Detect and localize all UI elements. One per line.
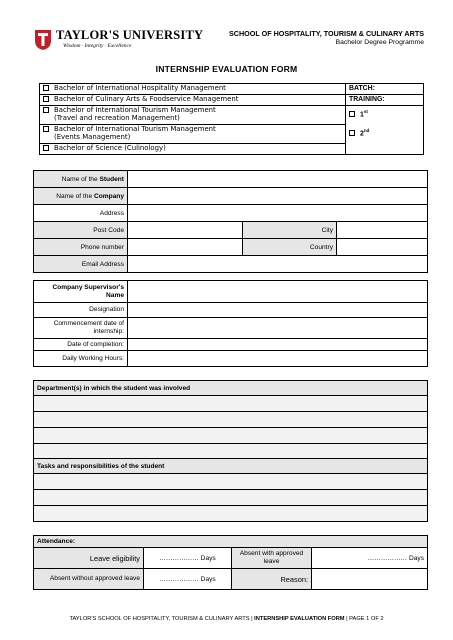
training-label: TRAINING: xyxy=(346,94,424,105)
tasks-row[interactable] xyxy=(34,474,428,490)
email-field[interactable] xyxy=(128,256,428,273)
university-crest-icon xyxy=(34,29,52,51)
student-info-table xyxy=(33,170,428,273)
programme-option[interactable]: Bachelor of Culinary Arts & Foodservice Management xyxy=(40,94,346,105)
checkbox-icon[interactable] xyxy=(43,85,49,91)
training-second-option[interactable]: 2nd xyxy=(349,128,420,138)
reason-field[interactable] xyxy=(312,569,428,590)
university-name: TAYLOR'S UNIVERSITY xyxy=(56,28,204,42)
student-name-field[interactable] xyxy=(128,171,428,188)
supervisor-name-field[interactable] xyxy=(128,281,428,303)
programme-table xyxy=(39,83,424,155)
designation-label: Designation xyxy=(34,303,128,318)
programme-option[interactable]: Bachelor of International Tourism Management (Events Management) xyxy=(40,124,346,143)
company-name-field[interactable] xyxy=(128,188,428,205)
completion-field[interactable] xyxy=(128,339,428,351)
absent-with-leave-field[interactable]: ……………… Days xyxy=(312,548,428,569)
completion-label: Date of completion: xyxy=(34,339,128,351)
programme-option[interactable]: Bachelor of Science (Culinology) xyxy=(40,143,346,154)
leave-eligibility-field[interactable]: ……………… Days xyxy=(144,548,232,569)
leave-eligibility-label: Leave eligibility xyxy=(34,548,144,569)
company-name-label: Name of the Company xyxy=(34,188,128,205)
departments-label: Department(s) in which the student was involved xyxy=(34,381,428,396)
programme-subtitle: Bachelor Degree Programme xyxy=(335,39,424,46)
country-field[interactable] xyxy=(337,239,428,256)
school-title: SCHOOL OF HOSPITALITY, TOURISM & CULINARY ARTS xyxy=(229,29,424,38)
departments-row[interactable] xyxy=(34,412,428,428)
student-name-label: Name of the Student xyxy=(34,171,128,188)
page-footer: TAYLOR'S SCHOOL OF HOSPITALITY, TOURISM & CULINARY ARTS | INTERNSHIP EVALUATION FORM | PAGE 1 OF 2 xyxy=(69,616,384,622)
attendance-section xyxy=(33,535,428,590)
absent-without-leave-field[interactable]: ……………… Days xyxy=(144,569,232,590)
post-code-label: Post Code xyxy=(34,222,128,239)
working-hours-label: Daily Working Hours: xyxy=(34,351,128,367)
address-label: Address xyxy=(34,205,128,222)
working-hours-field[interactable] xyxy=(128,351,428,367)
supervisor-info-table xyxy=(33,280,428,367)
university-tagline: Wisdom · Integrity · Excellence xyxy=(63,43,132,49)
city-label: City xyxy=(243,222,337,239)
attendance-label: Attendance: xyxy=(34,536,428,548)
form-title: INTERNSHIP EVALUATION FORM xyxy=(155,64,298,74)
programme-option[interactable]: Bachelor of International Hospitality Management xyxy=(40,84,346,95)
checkbox-icon[interactable] xyxy=(349,130,355,136)
country-label: Country xyxy=(243,239,337,256)
address-field[interactable] xyxy=(128,205,428,222)
tasks-section xyxy=(33,458,428,522)
commencement-field[interactable] xyxy=(128,318,428,339)
email-label: Email Address xyxy=(34,256,128,273)
training-options xyxy=(346,105,424,154)
programme-option[interactable]: Bachelor of International Tourism Management (Travel and recreation Management) xyxy=(40,105,346,124)
tasks-row[interactable] xyxy=(34,490,428,506)
absent-without-leave-label: Absent without approved leave xyxy=(34,569,144,590)
supervisor-name-label: Company Supervisor's Name xyxy=(34,281,128,303)
tasks-row[interactable] xyxy=(34,506,428,522)
departments-row[interactable] xyxy=(34,396,428,412)
phone-field[interactable] xyxy=(128,239,243,256)
departments-row[interactable] xyxy=(34,428,428,444)
reason-label: Reason: xyxy=(232,569,312,590)
tasks-label: Tasks and responsibilities of the student xyxy=(34,459,428,474)
city-field[interactable] xyxy=(337,222,428,239)
commencement-label: Commencement date of internship: xyxy=(34,318,128,339)
designation-field[interactable] xyxy=(128,303,428,318)
batch-label: BATCH: xyxy=(346,84,424,95)
checkbox-icon[interactable] xyxy=(43,96,49,102)
post-code-field[interactable] xyxy=(128,222,243,239)
checkbox-icon[interactable] xyxy=(349,111,355,117)
phone-label: Phone number xyxy=(34,239,128,256)
training-first-option[interactable]: 1st xyxy=(349,109,420,119)
absent-with-leave-label: Absent with approved leave xyxy=(232,548,312,569)
departments-section xyxy=(33,380,428,460)
checkbox-icon[interactable] xyxy=(43,107,49,113)
checkbox-icon[interactable] xyxy=(43,145,49,151)
checkbox-icon[interactable] xyxy=(43,126,49,132)
